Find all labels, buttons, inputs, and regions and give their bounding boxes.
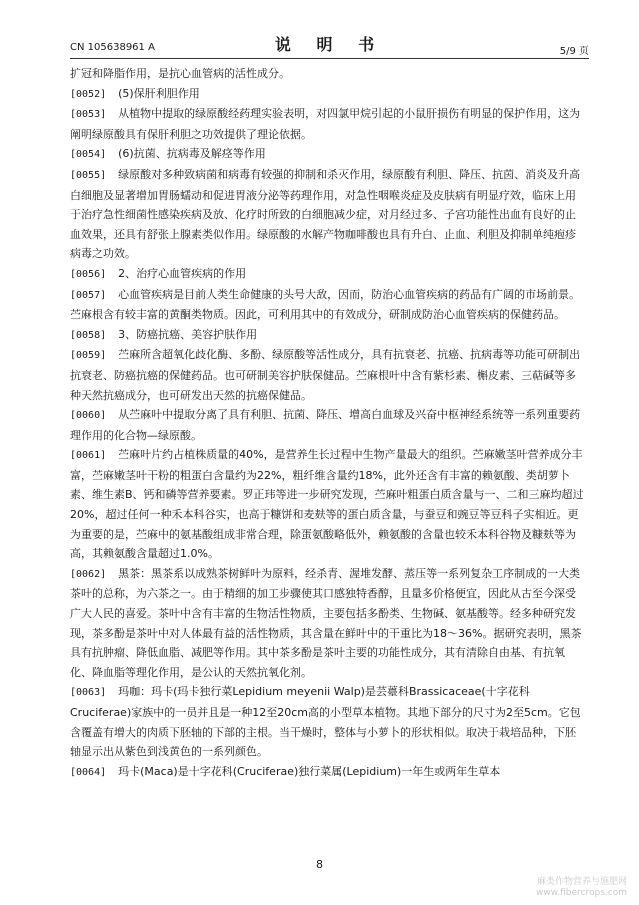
paragraph [70, 445, 585, 564]
site-watermark [536, 877, 627, 899]
paragraph-text: 2、治疗心血管疾病的作用 [118, 266, 247, 280]
paragraph-text: 苎麻叶片约占植株质量的40%，是营养生长过程中生物产量最大的组织。苎麻嫩茎叶营养成分丰富，苎麻嫩茎叶干粉的粗蛋白含量约为22%，粗纤维含量约18%，此外还含有丰富的赖氨酸、类胡萝卜素、维生素B、钙和磷等营养要素。罗正玮等进一步研究发现，苎麻叶粗蛋白质含量与一、二和三麻均超过20%，超过任何一种禾本科谷实，也高于糠饼和麦麸等的蛋白质含量，与蚕豆和豌豆等豆科子实相近。更为重要的是，苎麻中的氨基酸组成非常合理，除蛋氨酸略低外，赖氨酸的含量也较禾本科谷物及糠麸等为高，其赖氨酸含量超过1.0%。 [70, 448, 584, 561]
paragraph [70, 84, 585, 105]
paragraph-number: [0064] [70, 766, 107, 778]
document-header [70, 32, 589, 58]
paragraph [70, 104, 585, 144]
paragraph-number: [0057] [70, 289, 107, 301]
paragraph-number: [0063] [70, 687, 107, 699]
paragraph [70, 405, 585, 445]
paragraph-number: [0061] [70, 450, 107, 462]
paragraph-number: [0055] [70, 169, 107, 181]
paragraph-text: 玛卡(Maca)是十字花科(Cruciferae)独行菜属(Lepidium)一年生或两年生草本 [118, 764, 501, 778]
page-number: 8 [316, 858, 323, 871]
paragraph [70, 564, 585, 683]
watermark-line-1: 麻类作物营养与施肥网 [536, 877, 627, 887]
paragraph [70, 144, 585, 165]
paragraph-list [70, 84, 585, 783]
patent-number: CN 105638961 A [70, 42, 155, 53]
header-divider [70, 58, 589, 59]
document-body [70, 64, 585, 782]
paragraph-number: [0054] [70, 149, 107, 161]
continuation-text: 扩冠和降脂作用，是抗心血管病的活性成分。 [70, 67, 290, 80]
paragraph-number: [0058] [70, 329, 107, 341]
watermark-line-2: www.fibercrops.com [536, 888, 627, 898]
paragraph-text: (5)保肝利胆作用 [118, 86, 200, 100]
paragraph-number: [0052] [70, 88, 107, 100]
paragraph-number: [0056] [70, 268, 107, 280]
paragraph-text: (6)抗菌、抗病毒及解痉等作用 [118, 147, 266, 161]
paragraph [70, 264, 585, 285]
paragraph-text: 从苎麻叶中提取分离了具有利胆、抗菌、降压、增高白血球及兴奋中枢神经系统等一系列重要药理作用的化合物—绿原酸。 [70, 408, 581, 442]
paragraph [70, 682, 585, 761]
paragraph-text: 绿原酸对多种致病菌和病毒有较强的抑制和杀灭作用，绿原酸有利胆、降压、抗茵、消炎及升高白细胞及显著增加胃肠蠕动和促进胃液分泌等药理作用，对急性咽喉炎症及皮肤病有明显疗效，临床上用于治疗急性细菌性感染疾病及放、化疗时所致的白细胞减少症，对月经过多、子宫功能性出血有良好的止血效果，还具有舒张上腺素类似作用。绿原酸的水解产物咖啡酸也具有升白、止血、利胆及抑制单纯疱疹病毒之功效。 [70, 167, 581, 261]
paragraph-text: 心血管疾病是目前人类生命健康的头号大敌，因而，防治心血管疾病的药品有广阔的市场前景。苎麻根含有较丰富的黄酮类物质。因此，可利用其中的有效成分，研制成防治心血管疾病的保健药品。 [70, 287, 581, 322]
paragraph-text: 黑茶：黑茶系以成熟茶树鲜叶为原料，经杀青、渥堆发酵、蒸压等一系列复杂工序制成的一大类茶叶的总称，为六茶之一。由于精细的加工步骤使其口感独特香醇，且量多价格便宜，因此从古至今深受广大人民的喜爱。茶叶中含有丰富的生物活性物质，主要包括多酚类、生物碱、氨基酸等。经多种研究发现，茶多酚是茶叶中对人体最有益的活性物质，其含量在鲜叶中的干重比为18～36%。据研究表明，黑茶具有抗肿瘤、降低血脂、减肥等作用。其中茶多酚是茶叶主要的功能性成分，其有清除自由基、有抗氧化、降血脂等理化作用，是公认的天然抗氧化剂。 [70, 566, 582, 679]
paragraph [70, 345, 585, 405]
paragraph-number: [0062] [70, 568, 107, 580]
paragraph-text: 玛咖：玛卡(玛卡独行菜Lepidium meyenii Walp)是芸薹科Brassicaceae(十字花科Cruciferae)家族中的一员并且是一种12至20cm高的小型草本植物。其地下部分的尺寸为2至5cm。它包含覆盖有增大的肉质下胚轴的下部的主根。当干燥时，整体与小萝卜的形状相似。取决于栽培品种，下胚轴显示出从紫色到浅黄色的一系列颜色。 [70, 685, 581, 759]
paragraph-text: 苎麻所含超氧化歧化酶、多酚、绿原酸等活性成分，具有抗衰老、抗癌、抗病毒等功能可研制出抗衰老、防癌抗癌的保健药品。也可研制美容护肤保健品。苎麻根叶中含有紫杉素、槲皮素、三萜碱等多种天然抗癌成分，也可研发出天然的抗癌保健品。 [70, 348, 581, 402]
document-title: 说 明 书 [274, 35, 385, 54]
paragraph-text: 从植物中提取的绿原酸经药理实验表明，对四氯甲烷引起的小鼠肝损伤有明显的保护作用，这为阐明绿原酸具有保肝利胆之功效提供了理论依据。 [70, 107, 581, 141]
paragraph [70, 762, 585, 783]
paragraph [70, 165, 585, 264]
paragraph [70, 325, 585, 346]
paragraph-number: [0059] [70, 350, 107, 362]
page-indicator: 5/9 页 [559, 46, 589, 57]
paragraph-number: [0053] [70, 109, 107, 121]
paragraph-number: [0060] [70, 410, 107, 422]
paragraph-text: 3、防癌抗癌、美容护肤作用 [118, 327, 258, 341]
paragraph [70, 285, 585, 325]
